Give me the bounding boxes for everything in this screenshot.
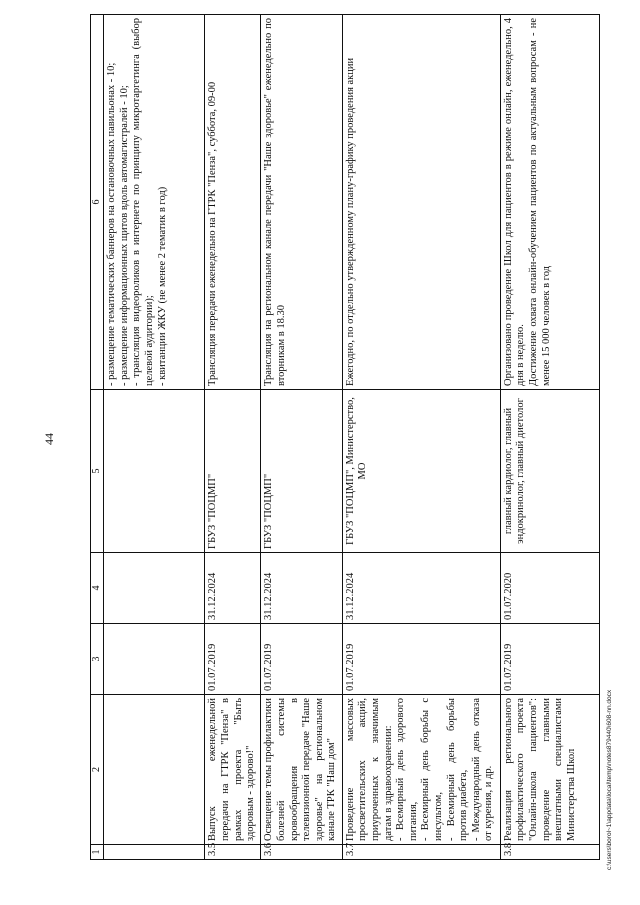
measure-description: Освещение темы профилактики болезней системы кровообращения в телевизионной передаче "Наше здоровье" на региональном канале ТРК "Наш дом" xyxy=(261,695,343,845)
column-number: 1 xyxy=(91,845,104,860)
end-date: 31.12.2024 xyxy=(261,553,343,624)
table-row xyxy=(104,15,205,860)
end-date: 01.07.2020 xyxy=(500,553,599,624)
column-number: 2 xyxy=(91,695,104,845)
measures-table xyxy=(90,14,600,860)
end-date: 31.12.2024 xyxy=(205,553,261,624)
table-row xyxy=(261,15,343,860)
row-number xyxy=(104,845,205,860)
responsible: главный кардиолог, главный эндокринолог, главный диетолог xyxy=(500,390,599,553)
description-line: - Международный день отказа от курения, и др. xyxy=(470,698,495,841)
expected-result xyxy=(500,15,599,390)
row-number: 3.7 xyxy=(342,845,500,860)
end-date: 31.12.2024 xyxy=(342,553,500,624)
table-row xyxy=(500,15,599,860)
table-row xyxy=(205,15,261,860)
result-line: Организовано проведение Школ для пациентов в режиме онлайн, еженедельно, 4 дня в неделю. xyxy=(502,18,527,386)
expected-result xyxy=(342,15,500,390)
measure-description: Выпуск еженедельной передачи на ГТРК "Пенза" в рамках проекта "Быть здоровым - здорово!" xyxy=(205,695,261,845)
start-date: 01.07.2019 xyxy=(500,624,599,695)
column-number-row xyxy=(91,15,104,860)
description-line: - Всемирный день борьбы против диабета, xyxy=(445,698,470,841)
result-line: - размещение тематических баннеров на остановочных павильонах - 10; xyxy=(106,62,118,386)
result-line: - трансляция видеороликов в интернете по принципу микротаргетинга (выбор целевой аудитории); xyxy=(131,18,155,386)
start-date: 01.07.2019 xyxy=(205,624,261,695)
result-line: Достижение охвата онлайн-обучением пациентов по актуальным вопросам - не менее 15 000 человек в год xyxy=(527,18,552,386)
row-number: 3.6 xyxy=(261,845,343,860)
start-date: 01.07.2019 xyxy=(342,624,500,695)
page-number: 44 xyxy=(42,433,56,445)
expected-result xyxy=(261,15,343,390)
measure-description xyxy=(104,695,205,845)
result-line: - квитанции ЖКУ (не менее 2 тематик в год) xyxy=(156,186,168,386)
row-number: 3.5 xyxy=(205,845,261,860)
responsible: ГБУЗ "ПОЦМП" xyxy=(205,390,261,553)
table-row xyxy=(342,15,500,860)
document-file-path: c:\users\borol~1\appdata\local\temp\notes879440\608-nn.docx xyxy=(606,689,613,870)
result-line: Трансляция на региональном канале передачи "Наше здоровье" еженедельно по вторникам в 18.30 xyxy=(263,18,287,386)
column-number: 6 xyxy=(91,15,104,390)
measure-description: Реализация регионального профилактического проекта "Онлайн-школа пациентов": проведение главными внештатными специалистами Министерства Школ xyxy=(500,695,599,845)
result-line: Ежегодно, по отдельно утвержденному плану-графику проведения акции xyxy=(344,57,356,386)
expected-result xyxy=(205,15,261,390)
start-date: 01.07.2019 xyxy=(261,624,343,695)
end-date xyxy=(104,553,205,624)
description-line: - Всемирный день здорового питания, xyxy=(395,698,419,841)
description-line: - Всемирный день борьбы с инсультом, xyxy=(420,698,444,841)
responsible: ГБУЗ "ПОЦМП", Министерство, МО xyxy=(342,390,500,553)
start-date xyxy=(104,624,205,695)
measures-table-wrapper xyxy=(90,15,600,860)
measure-description xyxy=(342,695,500,845)
description-line: Проведение массовых просветительских акций, приуроченных к значимым датам в здравоохранении: xyxy=(344,698,394,841)
column-number: 4 xyxy=(91,553,104,624)
column-number: 5 xyxy=(91,390,104,553)
result-line: Трансляция передачи еженедельно на ГТРК "Пенза", суббота, 09-00 xyxy=(207,81,219,386)
responsible xyxy=(104,390,205,553)
responsible: ГБУЗ "ПОЦМП" xyxy=(261,390,343,553)
row-number: 3.8 xyxy=(500,845,599,860)
result-line: - размещение информационных щитов вдоль автомагистралей - 10; xyxy=(118,85,130,386)
column-number: 3 xyxy=(91,624,104,695)
expected-result xyxy=(104,15,205,390)
